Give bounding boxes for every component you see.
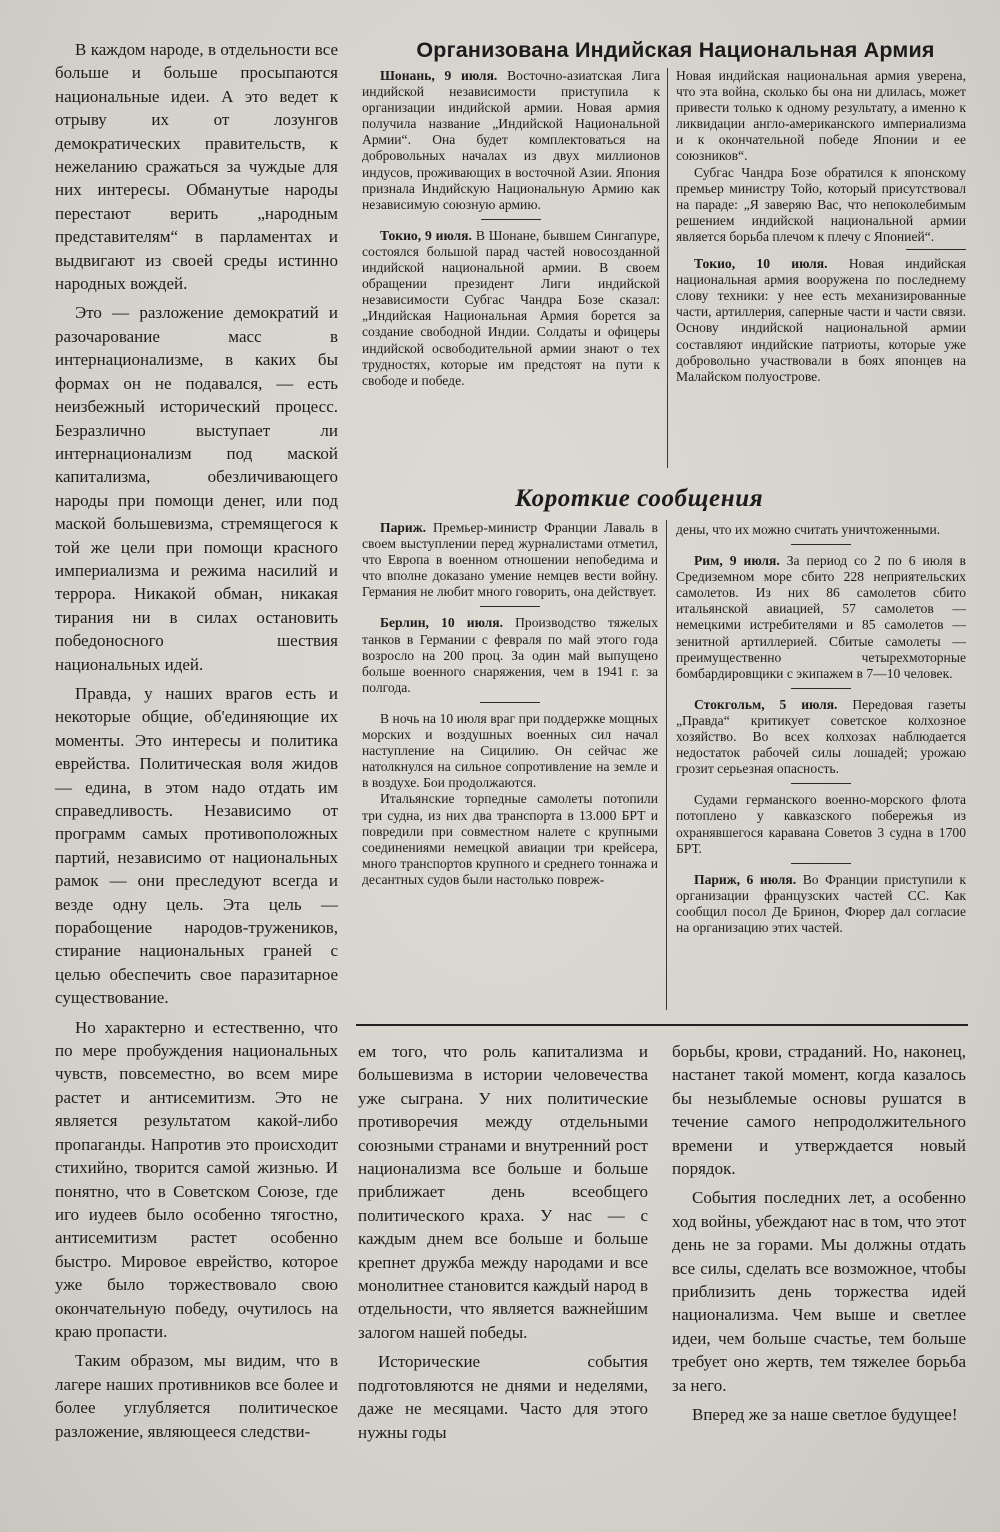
paragraph: Но характерно и естественно, что по мере пробуждения национальных чувств, повсеместно, во всем мире растет и антисемитизм. Это не является результатом какой-либо пропаганды. Напротив это происходит стихийно, творится самой жизнью. И понятно, что в Советском Союзе, где иго иудеев было особенно тягостно, антисемитизм растет особенно быстро. Мировое еврейство, которое уже было торжествовало свою окончательную победу, очутилось на краю пропасти. bbox=[55, 1017, 338, 1341]
news-item bbox=[676, 522, 966, 538]
news-item bbox=[362, 68, 660, 213]
separator-rule bbox=[480, 606, 540, 607]
column-divider bbox=[666, 520, 667, 1010]
paragraph: Исторические события подготовляются не днями и неделями, даже не месяцами. Часто для этого нужны годы bbox=[358, 1352, 648, 1442]
news-item bbox=[362, 711, 658, 791]
paragraph: ем того, что роль капитализма и большевизма в истории человечества уже сыграна. У них политические противоречия между отдельными союзными странами и внутренний рост национализма все больше и больше приближает день всеобщего политического краха. У нас — с каждым днем все больше и больше крепнет дружба между народами и все монолитнее становится каждый народ в отдельности, что является важнейшим залогом нашей победы. bbox=[358, 1042, 648, 1342]
news-text: За период со 2 по 6 июля в Средиземном море сбито 228 неприятельских самолетов. Из них 86 самолетов сбито итальянской авиацией, 57 самолетов — немецкими истребителями и 85 самолетов — зенитной артиллерией. Сбитые самолеты — преимущественно четырехмоторные бомбардировщики с экипажем в 7—10 человек. bbox=[676, 553, 966, 681]
news-text: Во Франции приступили к организации французских частей СС. Как сообщил посол Де Бринон, Фюрер дал согласие на организацию этих частей. bbox=[676, 871, 966, 935]
dateline: Париж, 6 июля. bbox=[694, 871, 797, 887]
news-item bbox=[676, 256, 966, 385]
dateline: Париж. bbox=[380, 520, 427, 535]
short-news-column-1 bbox=[362, 520, 658, 888]
column-divider bbox=[667, 68, 668, 468]
editorial-continuation-column-3 bbox=[672, 1040, 966, 1433]
paragraph: В каждом народе, в отдельности все больше и больше просыпаются национальные идеи. А это ведет к отрыву их от лозунгов демократических правительств, к нежеланию сражаться за чуждые для них интересы. Обманутые народы перестают верить „народным представителям“ в парламентах и выдвигают из своей среды истинно народных вождей. bbox=[55, 40, 338, 294]
news-item bbox=[362, 520, 658, 600]
horizontal-divider bbox=[356, 1024, 968, 1026]
news-text: Итальянские торпедные самолеты потопили три судна, из них два транспорта в 13.000 БРТ и повредили при совместном налете с крупными соединениями немецкой авиации три крейсера, много транспортов крупного и среднего тоннажа и десантных судов были настолько повреж- bbox=[362, 791, 658, 887]
army-article-column-2 bbox=[676, 68, 966, 385]
news-text: В Шонане, бывшем Сингапуре, состоялся большой парад частей новосозданной индийской национальной армии. В своем обращении президент Лиги индийской независимости Субгас Чандра Бозе сказал: „Индийская Национальная Армия борется за создание свободной Индии. Солдаты и офицеры индийской освободительной армии знают о тех трудностях, которые им предстоят на пути к свободе и победе. bbox=[362, 227, 660, 388]
separator-rule bbox=[791, 688, 851, 689]
separator-rule bbox=[481, 219, 541, 220]
news-text: В ночь на 10 июля враг при поддержке мощных морских и воздушных военных сил начал наступление на Сицилию. Он сейчас же натолкнулся на сильное сопротивление на земле и в воздухе. Бои продолжаются. bbox=[362, 710, 658, 791]
news-text: Новая индийская национальная армия вооружена по последнему слову техники: у нее есть механизированные части, артиллерия, саперные части и части связи. Основу индийской национальной армии составляют индийские патриоты, которые уже добровольно участвовали в боях японцев на Малайском полуострове. bbox=[676, 256, 967, 384]
paragraph: Правда, у наших врагов есть и некоторые общие, об'единяющие их моменты. Это интересы и политика еврейства. Политическая воля жидов — едина, в этом надо отдать им справедливость. Независимо от программ самых противоположных партий, независимо от национальных рамок — они преследуют всегда и везде одну цель. Эта цель — порабощение народов-тружеников, стирание национальных граней с целью обеспечить свое паразитарное существование. bbox=[55, 683, 338, 1008]
paragraph: События последних лет, а особенно ход войны, убеждают нас в том, что этот день не за горами. Мы должны отдать все силы, сделать все возможное, чтобы приблизить день торжества идей национализма. Чем выше и светлее идеи, чем больше счастье, тем больше требует оно жертв, тем тяжелее борьба за него. bbox=[672, 1188, 966, 1395]
news-text: Передовая газеты „Правда“ критикует советское колхозное хозяйство. Во всех колхозах наблюдается недостаток рабочей силы лошадей; урожаю грозит серьезная опасность. bbox=[676, 696, 966, 777]
editorial-left-column bbox=[55, 38, 338, 1449]
news-text: дены, что их можно считать уничтоженными. bbox=[676, 522, 941, 537]
dateline: Токио, 10 июля. bbox=[694, 256, 828, 272]
army-article-column-1 bbox=[362, 68, 660, 389]
article-headline: Организована Индийская Национальная Армия bbox=[416, 38, 935, 62]
news-text: Производство тяжелых танков в Германии с февраля по май этого года возросло на 200 проц. За один май выпущено больше военного снаряжения, чем в 1941 г. за полгода. bbox=[362, 615, 658, 695]
paragraph: Это — разложение демократий и разочарование масс в интернационализме, в каких бы формах он не подавался, — есть неизбежный исторический процесс. Безразлично выступает ли интернационализм под маской капитализма, обезличивающего народы при помощи денег, или под маской большевизма, стремящегося к той же цели при помощи красного империализма и режима насилий и террора. Никакой обман, никакая тирания ни в силах остановить победоносного шествия национальных идей. bbox=[55, 303, 338, 674]
news-text: Субгас Чандра Бозе обратился к японскому премьер министру Тойо, который присутствовал на параде: „Я заверяю Вас, что непоколебимым решением индийской национальной армии является борьба плечом к плечу с Японией“. bbox=[676, 164, 966, 244]
paragraph: Таким образом, мы видим, что в лагере наших противников все более и более углубляется политическое разложение, являющееся следстви- bbox=[55, 1351, 338, 1441]
separator-rule bbox=[791, 544, 851, 545]
dateline: Стокгольм, 5 июля. bbox=[694, 696, 838, 712]
short-news-column-2 bbox=[676, 522, 966, 936]
separator-rule bbox=[480, 702, 540, 703]
news-item bbox=[676, 872, 966, 936]
news-item bbox=[676, 792, 966, 856]
paragraph: борьбы, крови, страданий. Но, наконец, настанет такой момент, когда казалось бы незыблемые основы рушатся в течение самого непродолжительного времени и утверждается новый порядок. bbox=[672, 1042, 966, 1179]
dateline: Шонань, 9 июля. bbox=[380, 68, 498, 83]
news-text: Новая индийская национальная армия уверена, что эта война, сколько бы она ни длилась, может привести только к одному результату, а именно к ликвидации англо-американского империализма и к окончательной победе Японии и ее союзников“. bbox=[676, 68, 966, 164]
news-item bbox=[676, 697, 966, 777]
paragraph: Вперед же за наше светлое будущее! bbox=[692, 1405, 958, 1425]
news-item bbox=[676, 68, 966, 165]
dateline: Берлин, 10 июля. bbox=[380, 615, 503, 631]
separator-rule bbox=[791, 783, 851, 784]
separator-rule bbox=[906, 249, 966, 250]
editorial-continuation-column-2 bbox=[358, 1040, 648, 1450]
news-item bbox=[362, 615, 658, 695]
separator-rule bbox=[791, 863, 851, 864]
news-item bbox=[362, 228, 660, 389]
news-text: Восточно-азиатская Лига индийской независимости приступила к организации индийской армии. Новая армия получила название „Индийской Национальной Армии“. Она будет комплектоваться на добровольных началах из двух миллионов индусов, проживающих в восточной Азии. Япония признала Индийскую Национальную Армию как независимую союзную армию. bbox=[362, 68, 660, 212]
news-item bbox=[362, 791, 658, 888]
news-item bbox=[676, 553, 966, 682]
news-item bbox=[676, 165, 966, 245]
dateline: Рим, 9 июля. bbox=[694, 553, 780, 569]
news-text: Судами германского военно-морского флота потоплено у кавказского побережья из охранявшегося каравана Советов 3 судна в 1700 БРТ. bbox=[676, 792, 966, 856]
dateline: Токио, 9 июля. bbox=[380, 227, 472, 243]
news-text: Премьер-министр Франции Лаваль в своем выступлении перед журналистами отметил, что Европа в военном отношении непобедима и что вполне доказано умение немцев вести войну. Германия не любит много говорить, она действует. bbox=[362, 520, 658, 600]
section-title: Короткие сообщения bbox=[515, 485, 764, 512]
